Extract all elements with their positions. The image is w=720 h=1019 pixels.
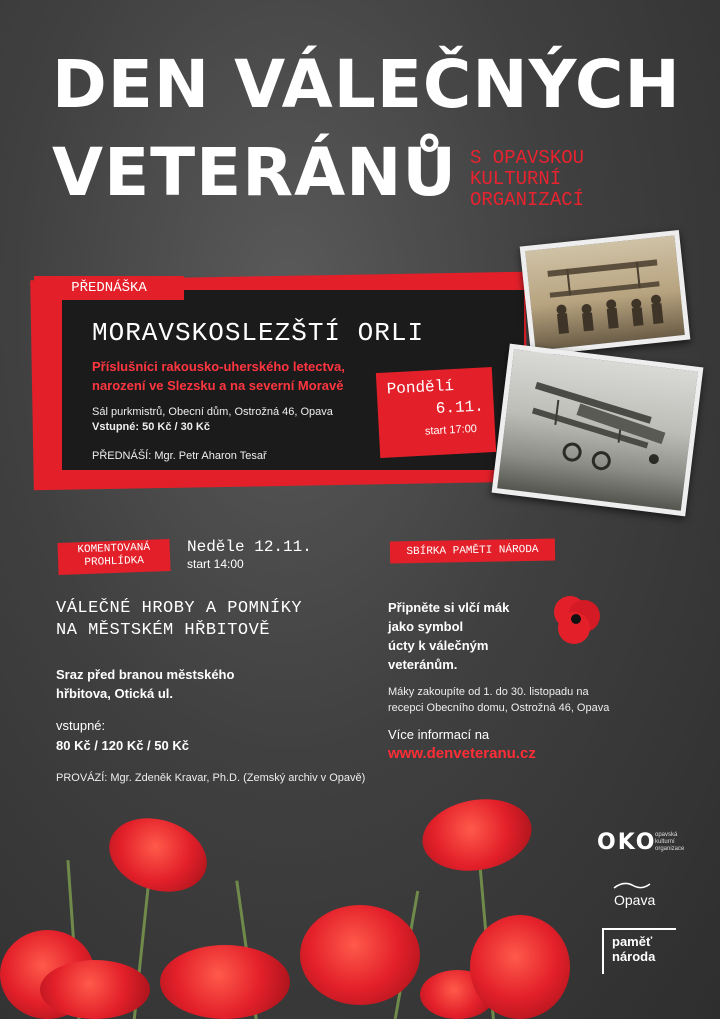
- title-line-1: DEN VÁLEČNÝCH: [52, 46, 681, 123]
- pamet-line: paměť: [612, 934, 653, 949]
- tour-date: Neděle 12.11.: [187, 538, 312, 556]
- poppy-flower: [470, 915, 570, 1019]
- tour-meet-line: Sraz před branou městského: [56, 667, 235, 682]
- tour-fee-label: vstupné:: [56, 718, 106, 733]
- oko-mark: OKO: [597, 830, 657, 855]
- poppy-flower: [300, 905, 420, 1005]
- pamet-line: národa: [612, 949, 656, 964]
- tour-meeting-point: [56, 665, 234, 703]
- collection-tag: SBÍRKA PAMĚTI NÁRODA: [390, 539, 555, 564]
- tour-tag-line: PROHLÍDKA: [84, 554, 145, 570]
- poppy-flower: [100, 806, 217, 903]
- collection-info-line: Máky zakoupíte od 1. do 30. listopadu na: [388, 686, 589, 698]
- oko-text-line: opavská: [655, 832, 678, 838]
- lecture-subtitle-line: Příslušníci rakousko-uherského letectva,: [92, 359, 345, 374]
- lecture-day: Pondělí: [386, 377, 455, 399]
- collection-text-line: úcty k válečným: [388, 638, 489, 653]
- tour-title: [56, 598, 302, 642]
- historic-photo-biplane: [492, 344, 704, 517]
- tour-tag: [57, 539, 170, 575]
- subtitle-line: ORGANIZACÍ: [470, 189, 585, 211]
- opava-logo: [612, 880, 672, 910]
- poppy-flower: [160, 945, 290, 1019]
- opava-swoosh-icon: [612, 880, 652, 892]
- oko-text-line: organizace: [655, 846, 685, 852]
- pamet-naroda-logo: [602, 928, 676, 974]
- biplane-photo: [497, 349, 698, 511]
- lecture-venue: Sál purkmistrů, Obecní dům, Ostrožná 46, Opava: [92, 406, 333, 418]
- lecture-subtitle-line: narození ve Slezsku a na severní Moravě: [92, 378, 344, 393]
- title-line-2: VETERÁNŮ: [52, 134, 457, 211]
- collection-text-line: jako symbol: [388, 619, 464, 634]
- oko-logo: [597, 830, 697, 858]
- lecture-tag: PŘEDNÁŠKA: [34, 276, 184, 300]
- subtitle-line: KULTURNÍ: [470, 168, 562, 190]
- poppy-pin-icon: [546, 590, 606, 650]
- collection-info: [388, 684, 609, 716]
- tour-title-line: NA MĚSTSKÉM HŘBITOVĚ: [56, 621, 271, 640]
- lecture-fee: Vstupné: 50 Kč / 30 Kč: [92, 421, 210, 433]
- poppy-flower: [40, 960, 150, 1019]
- collection-text: [388, 598, 509, 674]
- lecture-speaker: PŘEDNÁŠÍ: Mgr. Petr Aharon Tesař: [92, 450, 267, 462]
- biplane-crew-photo: [525, 235, 685, 350]
- collection-more-info: Více informací na: [388, 727, 490, 742]
- tour-tag-line: KOMENTOVANÁ: [77, 541, 151, 557]
- tour-start: start 14:00: [187, 557, 244, 571]
- collection-text-line: veteránům.: [388, 657, 458, 672]
- tour-guide: PROVÁZÍ: Mgr. Zdeněk Kravar, Ph.D. (Zemský archiv v Opavě): [56, 772, 366, 784]
- lecture-subtitle: [92, 357, 345, 395]
- poppy-flower: [417, 791, 537, 879]
- website-link[interactable]: www.denveteranu.cz: [388, 745, 536, 762]
- subtitle-line: S OPAVSKOU: [470, 147, 585, 169]
- oko-text-line: kulturní: [655, 839, 675, 845]
- tour-fee: 80 Kč / 120 Kč / 50 Kč: [56, 738, 189, 753]
- lecture-start: start 17:00: [424, 422, 478, 438]
- oko-text: [655, 832, 684, 853]
- subtitle: [470, 148, 670, 211]
- lecture-title: MORAVSKOSLEZŠTÍ ORLI: [92, 318, 425, 348]
- opava-text: Opava: [614, 892, 656, 908]
- tour-title-line: VÁLEČNÉ HROBY A POMNÍKY: [56, 599, 303, 618]
- lecture-date-tag: [376, 367, 496, 458]
- pamet-naroda-text: [612, 934, 655, 964]
- lecture-date: 6.11.: [435, 397, 485, 418]
- collection-info-line: recepci Obecního domu, Ostrožná 46, Opava: [388, 702, 610, 714]
- tour-meet-line: hřbitova, Otická ul.: [56, 686, 174, 701]
- historic-photo-crew: [520, 230, 691, 356]
- collection-text-line: Připněte si vlčí mák: [388, 600, 510, 615]
